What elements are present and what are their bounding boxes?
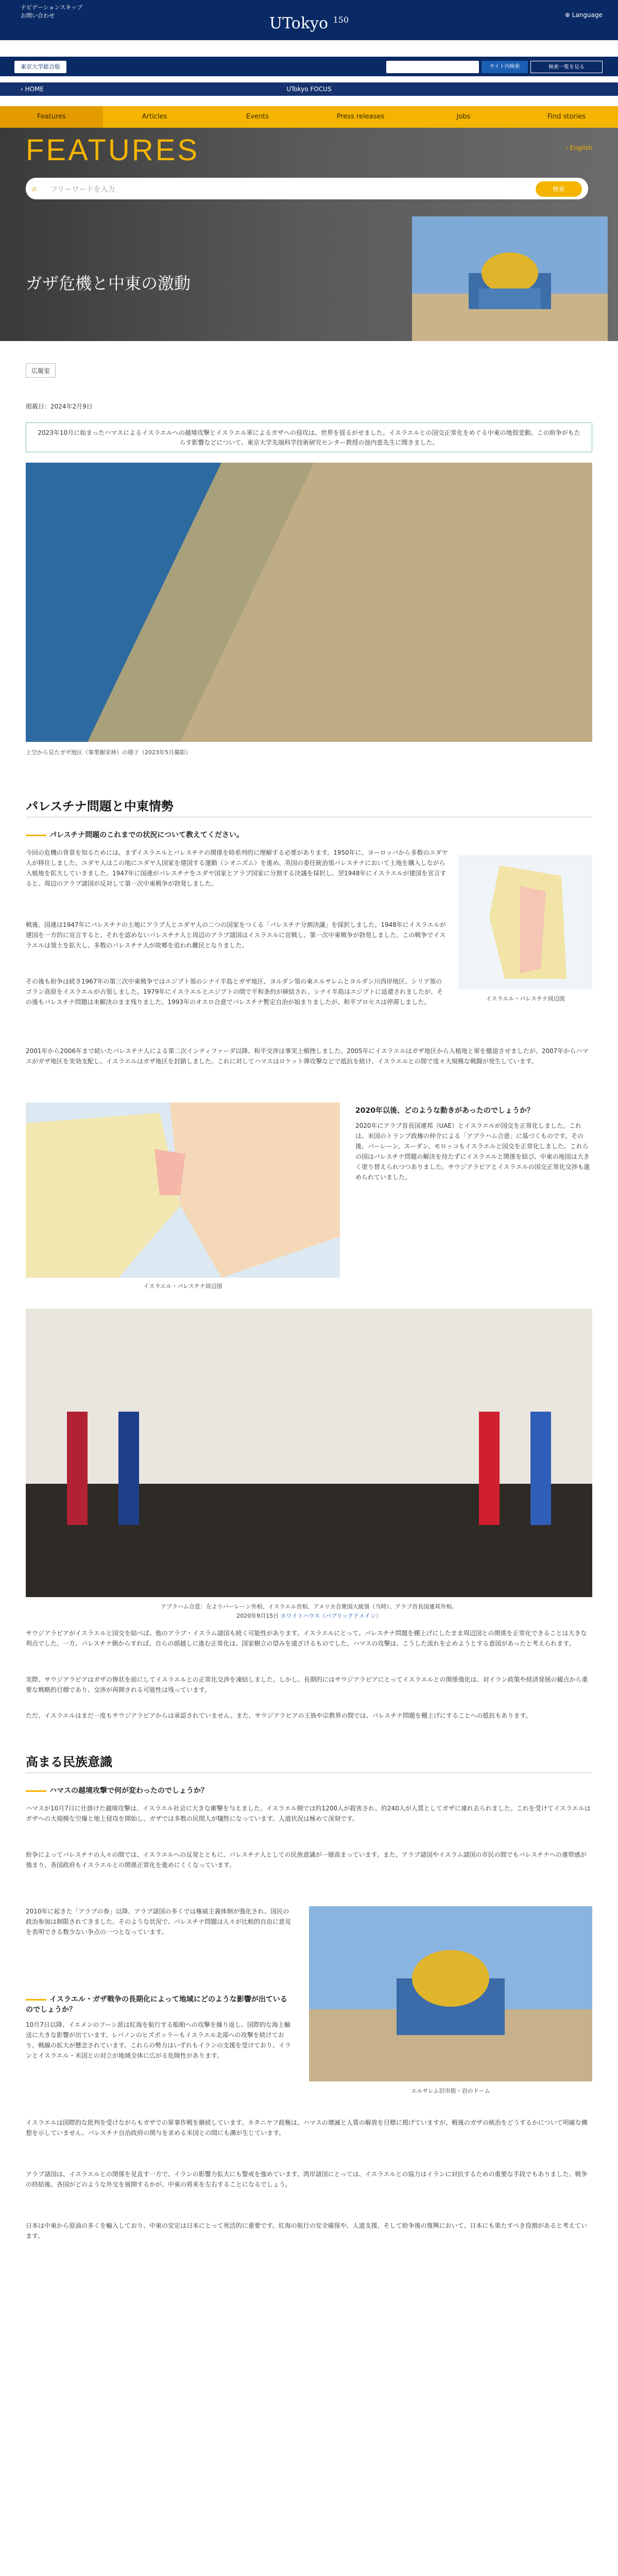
features-heading: FEATURES — [26, 133, 200, 167]
feature-search-button[interactable]: 検索 — [536, 181, 582, 197]
middle-east-map-caption: イスラエル・パレスチナ周辺図 — [143, 1283, 222, 1290]
site-search-input[interactable] — [386, 61, 479, 73]
paragraph: アラブ諸国は、イスラエルとの関係を見直す一方で、イランの影響力拡大にも警戒を強めています。湾岸諸国にとっては、イスラエルとの協力はイランに対抗するための重要な手段でもありました。戦争の終結後、各国がどのような外交を展開するかが、中東の将来を左右することになるでしょう。 — [26, 2171, 588, 2188]
aerial-caption: 上空から見たガザ地区（事業樹栄林）の様子（2023年5月撮影） — [26, 749, 191, 756]
abraham-accords-caption: アブラハム合意：左よりバーレーン外相、イスラエル首相、アメリカ合衆国大統領（当時）、アラブ首長国連邦外相。 — [160, 1603, 458, 1610]
page-title: ガザ危機と中東の激動 — [26, 274, 191, 293]
credit-link[interactable]: ホワイトハウス（パブリックドメイン） — [280, 1613, 382, 1619]
paragraph: 今回の危機の背景を知るためには、まずイスラエルとパレスチナの関係を時系列的に理解する必要があります。1950年に、ヨーロッパから多数のユダヤ人が移住しました。ユダヤ人はこの地にユダヤ人国家を建国する運動（シオニズム）を進め、英国の委任統治領パレスチナにおいて土地を購入しながら入植地を拡大していきました。1947年に国連がパレスチナをユダヤ国家とアラブ国家に分割する決議を採択し、翌1948年にイスラエルが建国を宣言すると、周辺のアラブ諸国が反対して第一次中東戦争が勃発しました。 — [26, 849, 448, 887]
home-link[interactable]: › HOME — [21, 86, 44, 93]
nav-jobs[interactable]: Jobs — [456, 113, 471, 121]
paragraph: ハマスが10月7日に仕掛けた越境攻撃は、イスラエル社会に大きな衝撃を与えました。イスラエル側では約1200人が殺害され、約240人が人質としてガザに連れ去られました。これを受けてイスラエルはガザへの大規模な空爆と地上侵攻を開始し、ガザでは多数の民間人が犠牲になっています。人道状況は極めて深刻です。 — [26, 1805, 591, 1822]
paragraph: その後も紛争は続き1967年の第三次中東戦争ではエジプト領のシナイ半島とガザ地区、ヨルダン領の東エルサレムとヨルダン川西岸地区、シリア領のゴラン高原をイスラエルが占領しました。1979年にイスラエルとエジプトの間で平和条約が締結され、シナイ半島はエジプトに返還されましたが、その後もパレスチナ問題は未解決のまま残りました。1993年のオスロ合意でパレスチナ暫定自治が始まりましたが、和平プロセスは停滞しました。 — [26, 978, 443, 1006]
feature-search-input[interactable]: フリーワードを入力 — [50, 185, 115, 194]
sub-heading: イスラエル・ガザ戦争の長期化によって地域にどのような影響が出ているのでしょうか？ — [26, 1995, 287, 2014]
skip-link[interactable]: ナビゲーションスキップ — [21, 4, 83, 11]
divider — [26, 1772, 592, 1773]
sub-heading: 2020年以後、どのような動きがあったのでしょうか？ — [355, 1107, 534, 1115]
jerusalem-photo — [309, 1906, 592, 2081]
jerusalem-caption: エルサレム旧市街・岩のドーム — [411, 2088, 490, 2094]
section-title: パレスチナ問題と中東情勢 — [26, 799, 174, 814]
region-map-caption: イスラエル・パレスチナ周辺図 — [486, 995, 565, 1002]
section-title: 高まる民族意識 — [26, 1755, 112, 1769]
contact-link[interactable]: お問い合わせ — [21, 12, 55, 19]
language-link[interactable]: ⊕ Language — [564, 11, 603, 19]
paragraph: 10月7日以降、イエメンのフーシ派は紅海を航行する船舶への攻撃を繰り返し、国際的な海上輸送に大きな影響が出ています。レバノンのヒズボッラーもイスラエル北部への攻撃を続けており、戦線の拡大が懸念されています。これらの勢力はいずれもイランの支援を受けており、イランとイスラエル・米国との対立が地域全体に広がる危険性があります。 — [26, 2021, 291, 2059]
paragraph: 2020年にアラブ首長国連邦（UAE）とイスラエルが国交を正常化しました。これは、米国のトランプ政権の仲介による「アブラハム合意」に基づくものです。その後、バーレーン、スーダン、モロッコもイスラエルと国交を正常化しました。これらの国はパレスチナ問題の解決を待たずにイスラエルと関係を結び、中東の地図は大きく塗り替えられつつありました。サウジアラビアとイスラエルの国交正常化交渉も進められていました。 — [355, 1122, 590, 1181]
nav-press-releases[interactable]: Press releases — [336, 113, 385, 121]
paragraph: 2001年から2006年まで続いたパレスチナ人による第二次インティファーダ以降、和平交渉は事実上頓挫しました。2005年にイスラエルはガザ地区から入植地と軍を撤退させましたが、2007年からハマスがガザ地区を実効支配し、イスラエルはガザ地区を封鎖しました。これに対してハマスはロケット弾攻撃などで抵抗を続け、イスラエルとの間で度々大規模な戦闘が発生しています。 — [26, 1047, 589, 1065]
divider — [26, 817, 592, 818]
sub-heading: ハマスの越境攻撃で何が変わったのでしょうか？ — [26, 1785, 208, 1795]
utokyo-logo[interactable]: UTokyo $^{150}$ — [269, 14, 349, 32]
paragraph: 戦後、国連は1947年にパレスチナの土地にアラブ人とユダヤ人の二つの国家をつくる「パレスチナ分割決議」を採択しました。1948年にイスラエルが建国を一方的に宣言すると、それを認めないパレスチナ人と周辺のアラブ諸国はイスラエルに宣戦し、第一次中東戦争が勃発しました。この戦争でイスラエルは領土を拡大し、多数のパレスチナ人が故郷を追われ難民となりました。 — [26, 921, 446, 949]
abraham-accords-photo — [26, 1309, 592, 1597]
lead-box: 2023年10月に始まったハマスによるイスラエルへの越境攻撃とイスラエル軍によるガザへの侵攻は、世界を揺るがせました。イスラエルとの国交正常化をめぐる中東の地殻変動、この紛争がもたらす影響などについて、東京大学先端科学技術研究センター教授の池内恵先生に聞きました。 — [26, 422, 592, 452]
paragraph: サウジアラビアがイスラエルと国交を結べば、他のアラブ・イスラム諸国も続く可能性があります。イスラエルにとって、パレスチナ問題を棚上げにしたまま周辺国との関係を正常化できることは大きな利点でした。一方、パレスチナ側からすれば、自らの頭越しに進む正常化は、国家樹立の望みを遠ざけるものでした。ハマスの攻撃は、こうした流れを止めようとする意図があったと考えられます。 — [26, 1630, 587, 1647]
nav-find-stories[interactable]: Find stories — [547, 113, 586, 121]
publish-date: 掲載日：2024年2月9日 — [26, 403, 93, 410]
sub-heading: パレスチナ問題のこれまでの状況について教えてください。 — [26, 829, 244, 840]
region-map-small — [458, 855, 592, 989]
middle-east-map — [26, 1103, 340, 1278]
search-icon: ⌕ — [32, 183, 38, 194]
search-list-button[interactable]: 検索一覧を見る — [530, 61, 603, 73]
paragraph: ただ、イスラエルはまだ一度もサウジアラビアからは承認されていません。また、サウジアラビアの王族や宗教界の間では、パレスチナ問題を棚上げにすることへの抵抗もあります。 — [26, 1712, 532, 1719]
paragraph: イスラエルは国際的な批判を受けながらもガザでの軍事作戦を継続しています。ネタニヤフ政権は、ハマスの壊滅と人質の解放を目標に掲げていますが、戦後のガザの統治をどうするかについて明確な構想を示していません。パレスチナ自治政府の関与を求める米国との間にも溝が生じています。 — [26, 2119, 588, 2137]
english-link[interactable]: › English — [565, 144, 592, 151]
site-search-button[interactable]: サイト内検索 — [482, 61, 528, 73]
dome-of-rock-image — [412, 216, 608, 341]
photo-credit: 2020年9月15日 ホワイトハウス（パブリックドメイン） — [236, 1613, 382, 1619]
paragraph: 実際、サウジアラビアはガザの惨状を前にしてイスラエルとの正常化交渉を凍結しました。しかし、長期的にはサウジアラビアにとってイスラエルとの関係強化は、対イラン政策や経済発展の観点から重要な戦略的目標であり、交渉が再開される可能性は残っています。 — [26, 1676, 588, 1693]
globe-icon: ⊕ — [564, 11, 570, 19]
utokyo-main-button[interactable]: 東京大学総合版 — [14, 61, 66, 73]
nav-events[interactable]: Events — [246, 113, 269, 121]
paragraph: 紛争によってパレスチナの人々の間では、イスラエルへの反発とともに、パレスチナ人としての民族意識が一層高まっています。また、アラブ諸国やイスラム諸国の市民の間でもパレスチナへの連帯感が強まり、各国政府もイスラエルとの関係正常化を進めにくくなっています。 — [26, 1851, 587, 1869]
nav-articles[interactable]: Articles — [142, 113, 167, 121]
utokyo-focus-label: UTokyo FOCUS — [286, 86, 332, 93]
gaza-aerial-image — [26, 463, 592, 742]
nav-features[interactable]: Features — [0, 106, 103, 128]
paragraph: 2010年に起きた「アラブの春」以降、アラブ諸国の多くでは権威主義体制が強化され、国民の政治参加は制限されてきました。そのような状況で、パレスチナ問題は人々が比較的自由に意見を表明できる数少ない争点の一つとなっています。 — [26, 1908, 291, 1936]
paragraph: 日本は中東から原油の多くを輸入しており、中東の安定は日本にとって死活的に重要です。紅海の航行の安全確保や、人道支援、そして紛争後の復興において、日本にも果たすべき役割があると考えています。 — [26, 2222, 588, 2240]
category-badge[interactable]: 広報室 — [26, 363, 56, 378]
